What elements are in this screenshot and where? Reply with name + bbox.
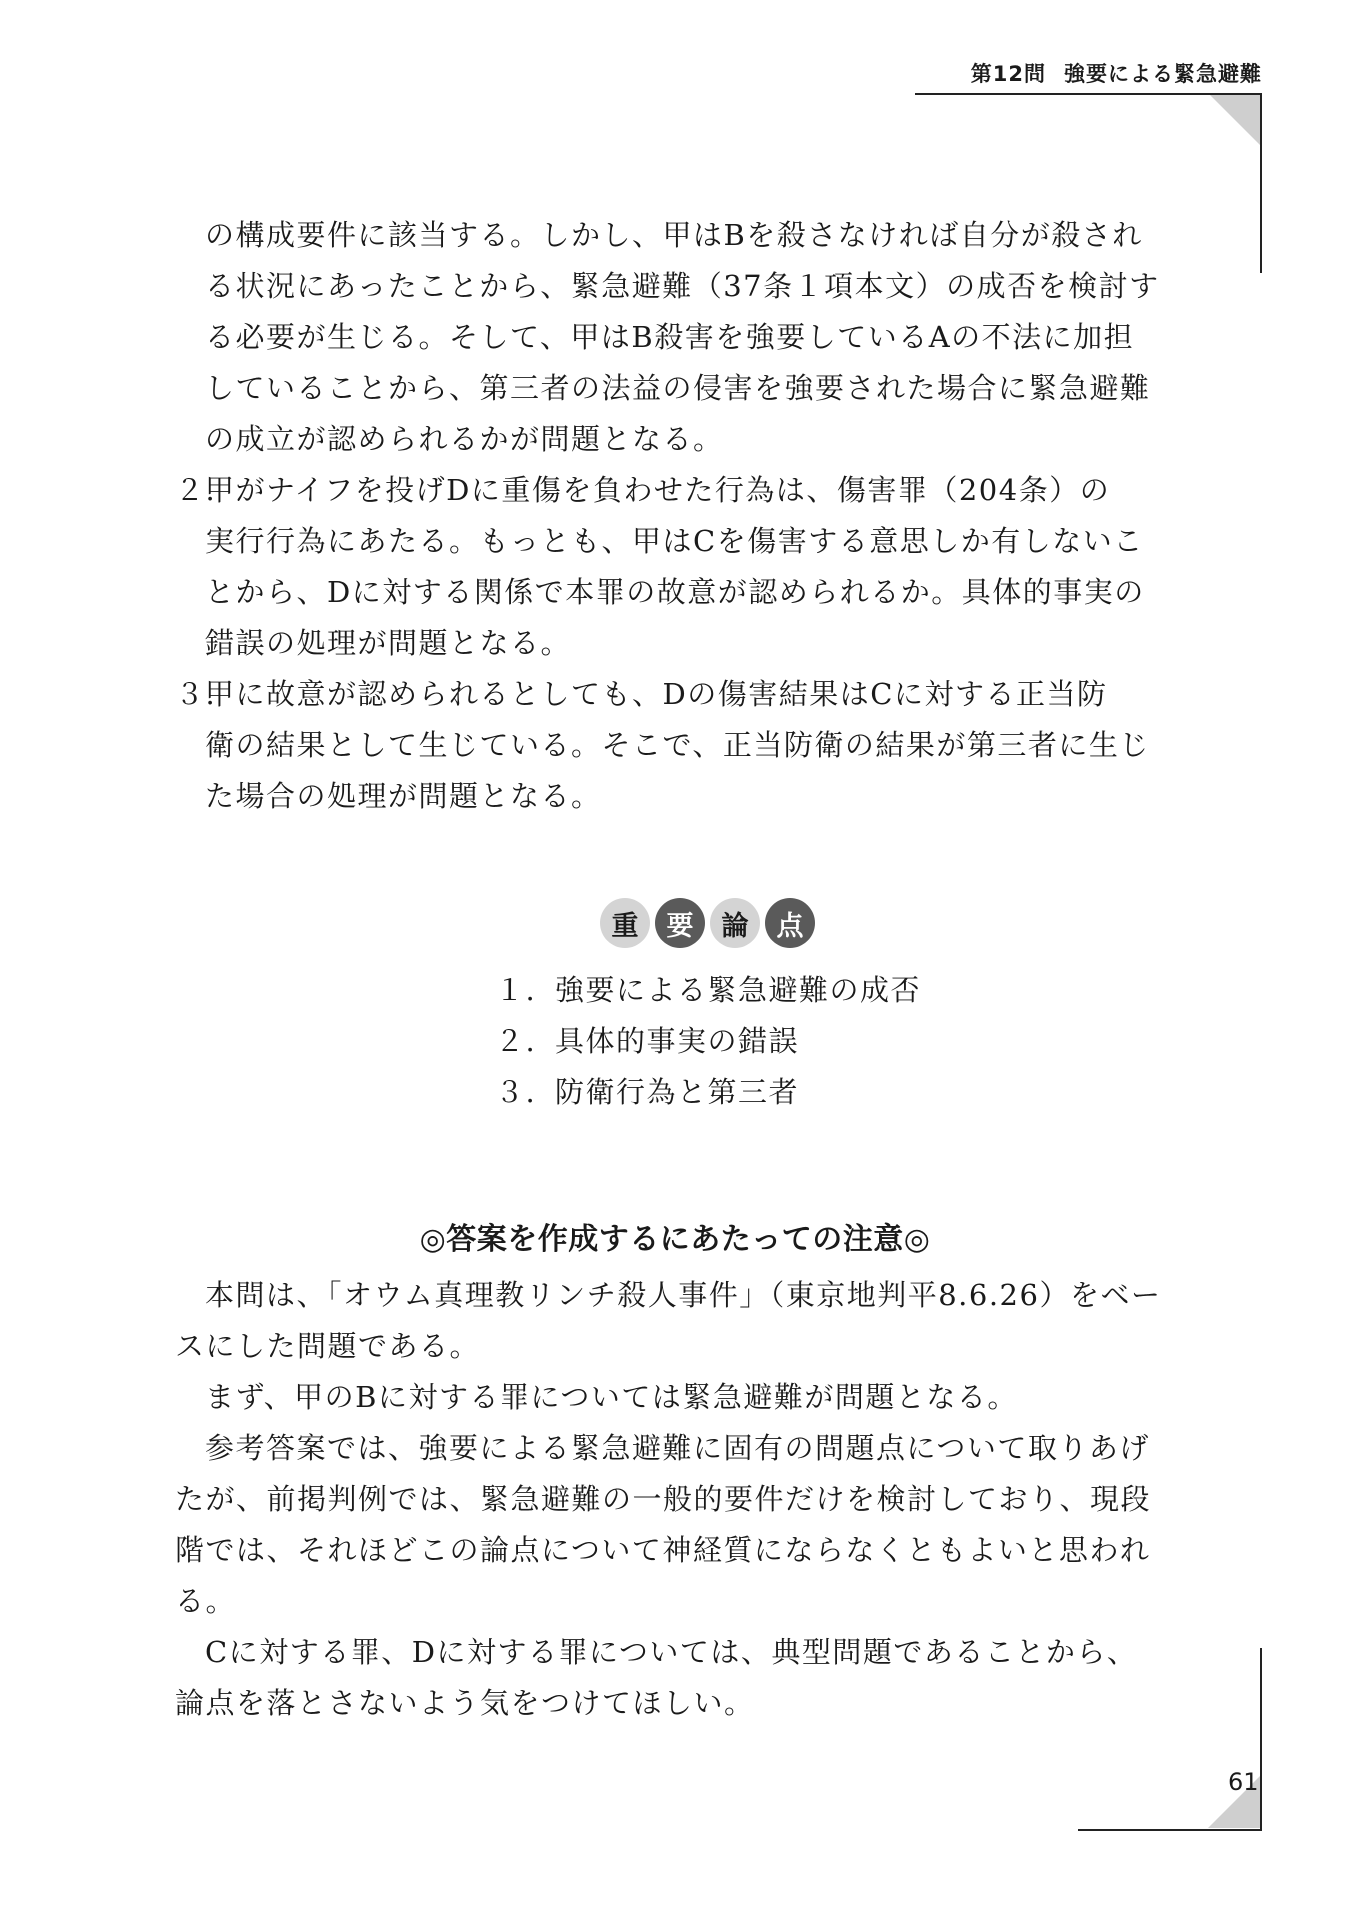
notes-line: 階では、それほどこの論点について神経質にならなくともよいと思われ [175,1533,1151,1567]
list-text: 甲がナイフを投げDに重傷を負わせた行為は、傷害罪（204条）の [205,473,1111,507]
notes-line: 本問は、「オウム真理教リンチ殺人事件」（東京地判平8.6.26）をベー [205,1278,1162,1312]
paragraph-line: していることから、第三者の法益の侵害を強要された場合に緊急避難 [205,371,1151,405]
paragraph-line: た場合の処理が問題となる。 [205,779,602,813]
paragraph-line: 実行行為にあたる。もっとも、甲はCを傷害する意思しか有しないこ [205,524,1144,558]
list-item-3 [175,669,1160,720]
key-points-badge: 点 [765,898,815,948]
page-number: 61 [1228,1768,1259,1796]
footer-rule [1078,1829,1262,1831]
key-point-text: 具体的事実の錯誤 [555,1024,800,1058]
key-points-list [495,965,921,1118]
key-point-text: 強要による緊急避難の成否 [555,973,922,1007]
header-corner-triangle [1210,95,1262,147]
running-header [971,58,1262,88]
notes-line: まず、甲のBに対する罪については緊急避難が問題となる。 [205,1380,1018,1414]
paragraph-line: る必要が生じる。そして、甲はB殺害を強要しているAの不法に加担 [205,320,1135,354]
key-point-item [495,965,921,1016]
paragraph-line: 錯誤の処理が問題となる。 [205,626,572,660]
list-number: ３. [175,677,217,711]
notes-body [175,1270,1162,1729]
key-points-badge: 要 [655,898,705,948]
key-point-item [495,1067,921,1118]
key-points-heading [600,898,820,948]
key-point-number: ３. [495,1075,537,1109]
paragraph-line: の成立が認められるかが問題となる。 [205,422,724,456]
paragraph-line: とから、Dに対する関係で本罪の故意が認められるか。具体的事実の [205,575,1145,609]
notes-line: る。 [175,1584,237,1618]
notes-line: 論点を落とさないよう気をつけてほしい。 [175,1686,755,1720]
paragraph-line: の構成要件に該当する。しかし、甲はBを殺さなければ自分が殺され [205,218,1143,252]
notes-line: 参考答案では、強要による緊急避難に固有の問題点について取りあげ [205,1431,1150,1465]
body-text [175,210,1160,822]
footer-side-rule [1260,1648,1262,1830]
paragraph-line: る状況にあったことから、緊急避難（37条１項本文）の成否を検討す [205,269,1160,303]
notes-line: Cに対する罪、Dに対する罪については、典型問題であることから、 [205,1635,1138,1669]
header-chapter: 第12問 [970,62,1046,86]
notes-line: スにした問題である。 [175,1329,481,1363]
notes-title: ◎答案を作成するにあたっての注意◎ [419,1222,931,1257]
key-point-text: 防衛行為と第三者 [555,1075,800,1109]
list-number: ２. [175,473,217,507]
key-points-badge: 論 [710,898,760,948]
list-text: 甲に故意が認められるとしても、Dの傷害結果はCに対する正当防 [205,677,1108,711]
key-point-item [495,1016,921,1067]
notes-line: たが、前掲判例では、緊急避難の一般的要件だけを検討しており、現段 [175,1482,1152,1516]
paragraph-line: 衛の結果として生じている。そこで、正当防衛の結果が第三者に生じ [205,728,1150,762]
header-side-rule [1260,93,1262,273]
key-point-number: １. [495,973,537,1007]
list-item-2 [175,465,1160,516]
key-points-badge: 重 [600,898,650,948]
key-point-number: ２. [495,1024,537,1058]
header-title: 強要による緊急避難 [1064,62,1262,86]
